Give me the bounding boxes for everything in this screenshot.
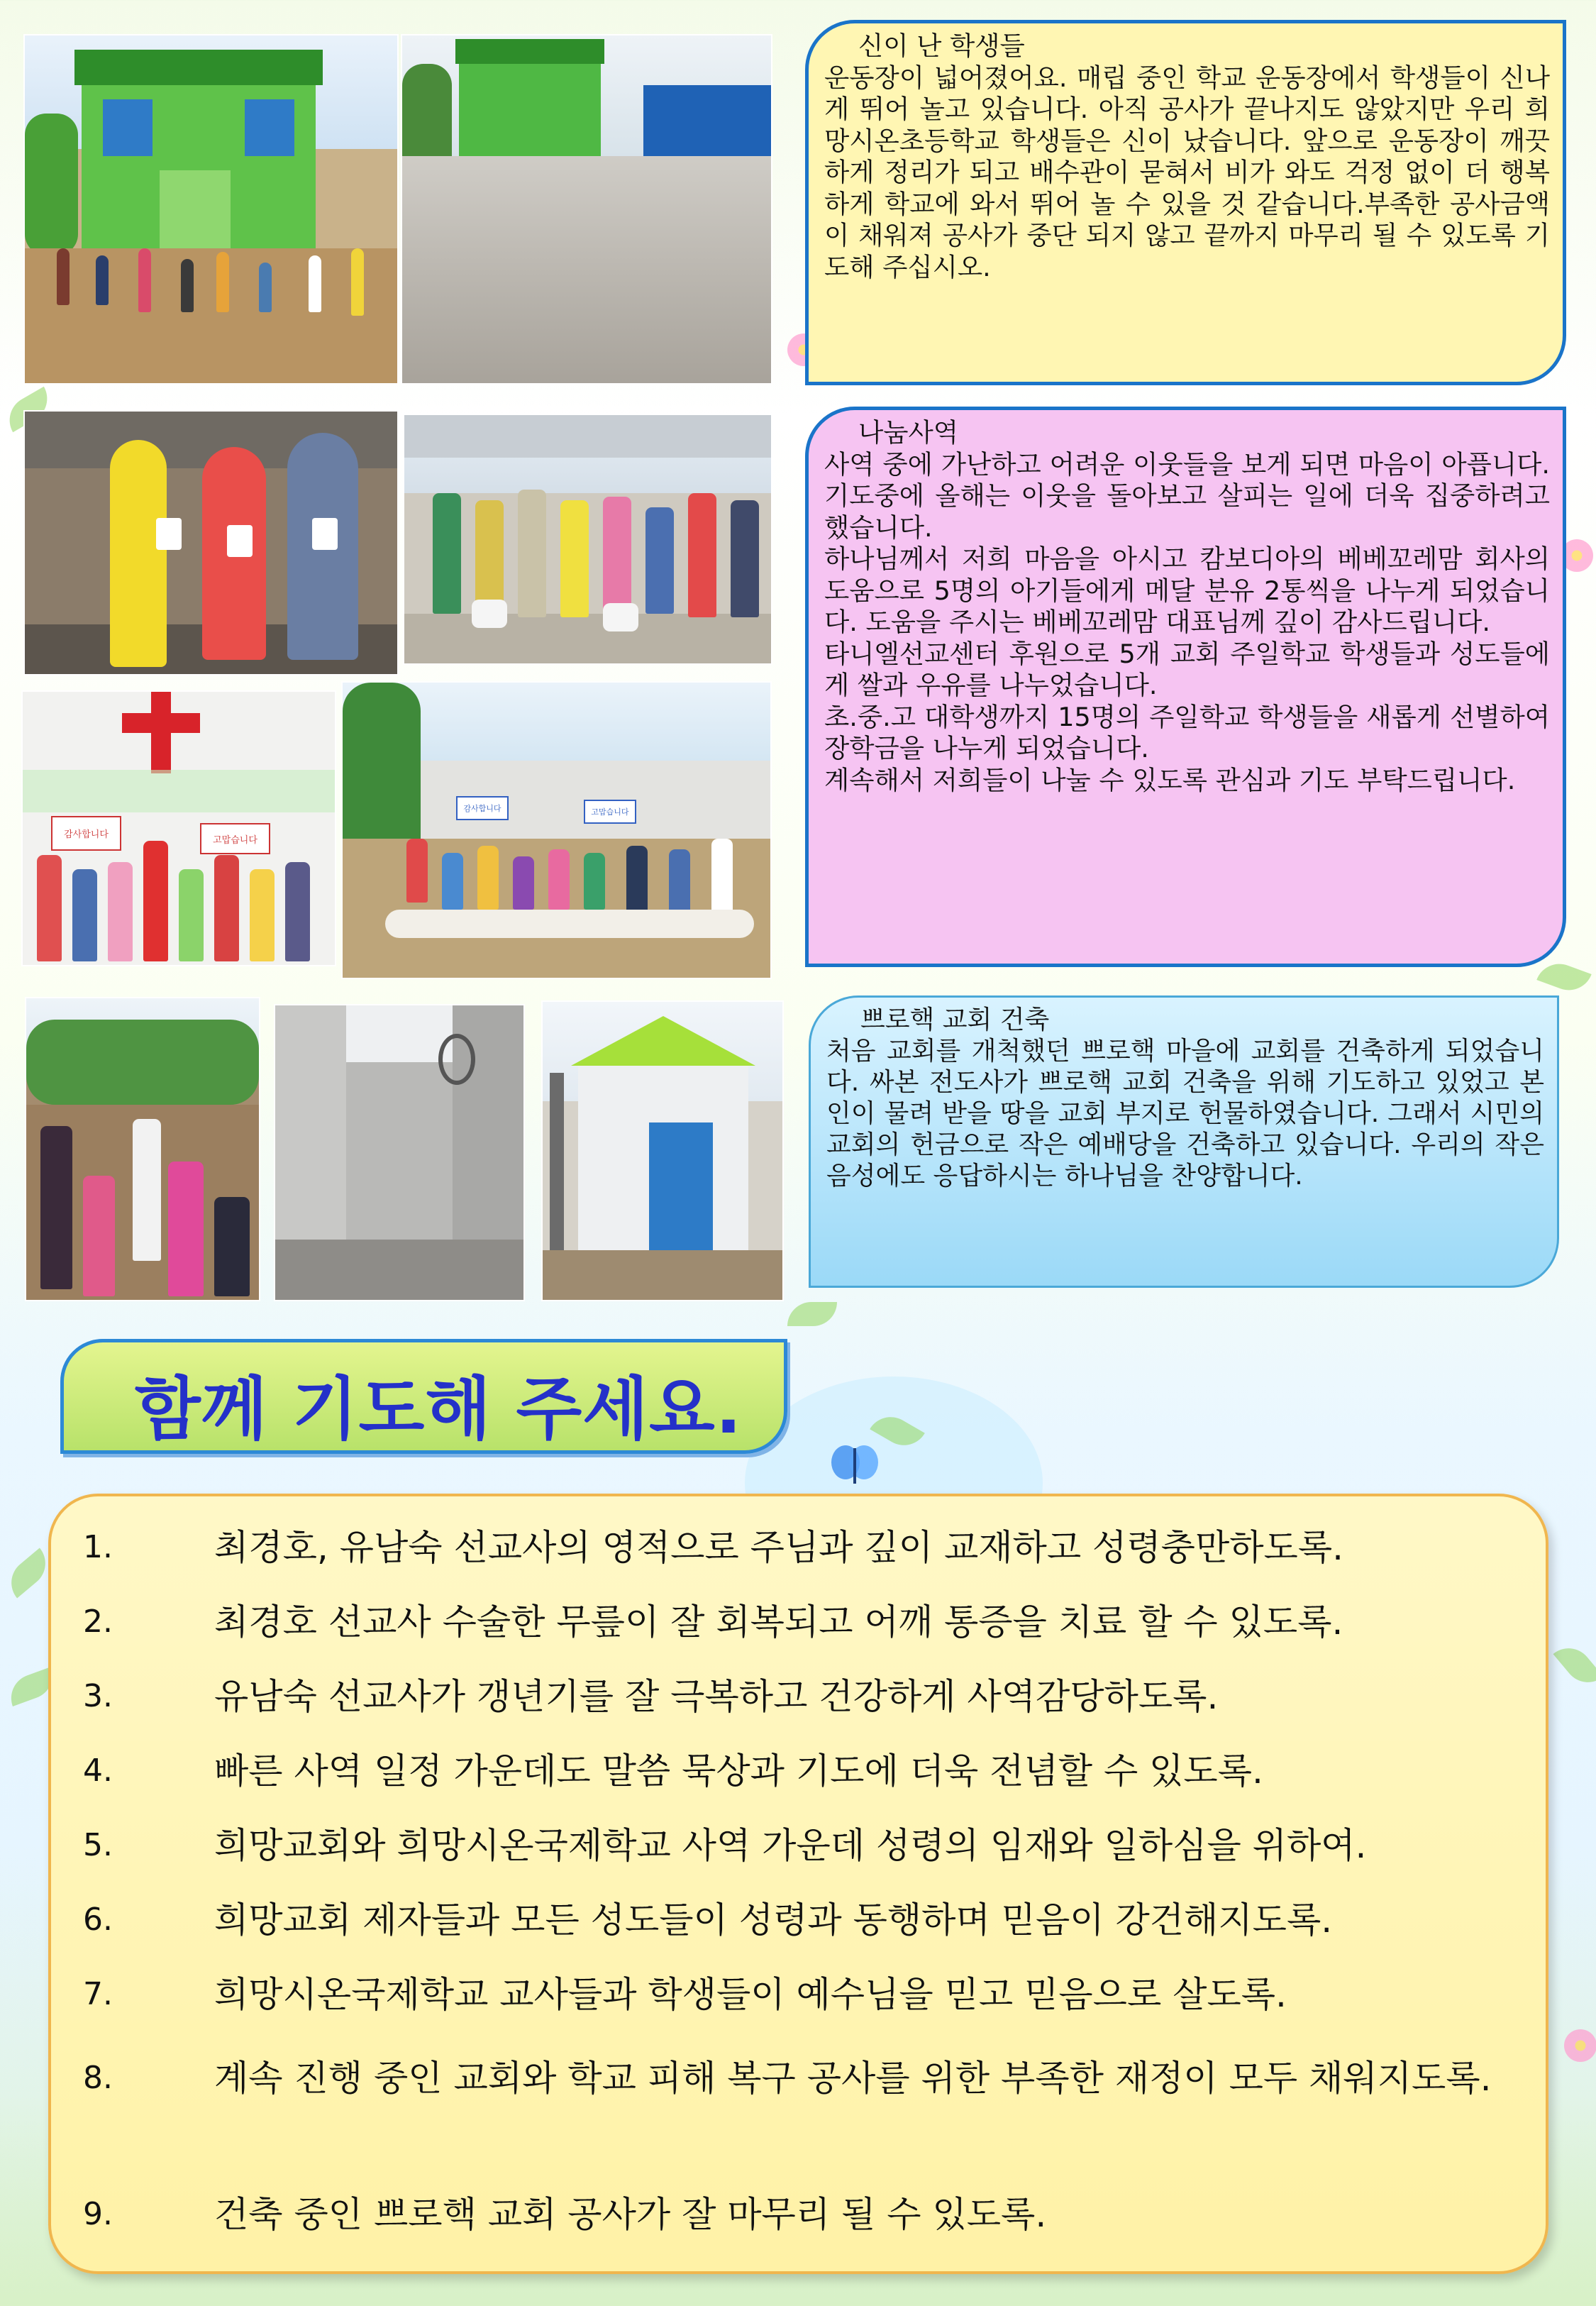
list-item: [83, 1596, 1517, 1648]
butterfly-icon: [830, 1444, 880, 1486]
students-excited-textbox: [805, 20, 1566, 385]
photo-children-rice-bags: [404, 415, 771, 663]
item-number: 6.: [83, 1902, 113, 1938]
list-item: [83, 1968, 1517, 2021]
item-text: 건축 중인 쁘로핵 교회 공사가 잘 마무리 될 수 있도록.: [214, 2194, 1047, 2235]
item-text: 희망시온국제학교 교사들과 학생들이 예수님을 믿고 믿음으로 살도록.: [214, 1974, 1287, 2015]
item-number: 2.: [83, 1604, 113, 1640]
item-text: 최경호 선교사 수술한 무릎이 잘 회복되고 어깨 통증을 치료 할 수 있도록.: [214, 1601, 1343, 1643]
sign-text: 감사합니다: [64, 829, 109, 840]
photo-school-building-students: [25, 35, 397, 383]
section-body: 운동장이 넓어졌어요. 매립 중인 학교 운동장에서 학생들이 신나게 뛰어 놀고 있습니다. 아직 공사가 끝나지도 않았지만 우리 희망시온초등학교 학생들은 신이 났습니다. 앞으로 운동장이 깨끗하게 정리가 되고 배수관이 묻혀서 비가 와도 걱정 없이 더 행복하게 학교에 와서 뛰어 놀 수 있을 것 같습니다.부족한 공사금액이 채워져 공사가 중단 되지 않고 끝까지 마무리 될 수 있도록 기도해 주십시오.: [824, 62, 1550, 282]
section-title: 나눔사역: [858, 417, 959, 448]
item-number: 5.: [83, 1827, 113, 1863]
photo-schoolyard-gravel: [402, 35, 771, 383]
item-number: 9.: [83, 2196, 113, 2232]
item-text: 희망교회 제자들과 모든 성도들이 성령과 동행하며 믿음이 강건해지도록.: [214, 1899, 1333, 1941]
section-body: 사역 중에 가난하고 어려운 이웃들을 보게 되면 마음이 아픕니다. 기도중에 올해는 이웃을 돌아보고 살피는 일에 더욱 집중하려고 했습니다. 하나님께서 저희 마음을 아시고 캄보디아의 베베꼬레맘 회사의 도움으로 5명의 아기들에게 메달 분유 2통씩을 나누게 되었습니다. 도움을 주시는 베베꼬레맘 대표님께 깊이 감사드립니다. 타니엘선교센터 후원으로 5개 교회 주일학교 학생들과 성도들에게 쌀과 우유를 나누었습니다. 초.중.고 대학생까지 15명의 주일학교 학생들을 새롭게 선별하여 장학금을 나누게 되었습니다. 계속해서 저희들이 나눌 수 있도록 관심과 기도 부탁드립니다.: [824, 448, 1550, 795]
item-number: 7.: [83, 1976, 113, 2012]
photo-church-sunday-school: [23, 692, 335, 965]
photo-new-church-exterior: [543, 1002, 782, 1300]
pray-together-banner: [60, 1339, 787, 1454]
photo-formula-donation: [25, 412, 397, 674]
page-heading: 함께 기도해 주세요.: [135, 1369, 743, 1449]
item-text: 유남숙 선교사가 갱년기를 잘 극복하고 건강하게 사역감당하도록.: [214, 1676, 1219, 1717]
sign-text: 감사합니다: [463, 804, 501, 813]
photo-church-interior-construction: [275, 1005, 523, 1300]
list-item: [83, 1894, 1517, 1946]
section-title: 신이 난 학생들: [858, 31, 1025, 61]
item-text: 희망교회와 희망시온국제학교 사역 가운데 성령의 임재와 일하심을 위하여.: [214, 1825, 1367, 1866]
item-number: 1.: [83, 1529, 113, 1565]
item-number: 4.: [83, 1753, 113, 1789]
list-item: [83, 2043, 1517, 2114]
list-item: [83, 1745, 1517, 1797]
item-number: 3.: [83, 1678, 113, 1714]
item-number: 8.: [83, 2060, 113, 2096]
list-item: [83, 1521, 1517, 1574]
prayer-list: [48, 1494, 1548, 2274]
sign-text: 고맙습니다: [591, 807, 629, 817]
section-body: 처음 교회를 개척했던 쁘로핵 마을에 교회를 건축하게 되었습니다. 싸본 전도사가 쁘로핵 교회 건축을 위해 기도하고 있었고 본인이 물려 받을 땅을 교회 부지로 헌물하였습니다. 그래서 시민의 교회의 헌금으로 작은 예배당을 건축하고 있습니다. 우리의 작은 음성에도 응답하시는 하나님을 찬양합니다.: [826, 1037, 1544, 1191]
list-item: [83, 1819, 1517, 1872]
item-text: 계속 진행 중인 교회와 학교 피해 복구 공사를 위한 부족한 재정이 모두 채워지도록.: [214, 2058, 1492, 2099]
photo-outdoor-rice-distribution: [343, 683, 770, 978]
sharing-ministry-textbox: [805, 407, 1566, 967]
sign-text: 고맙습니다: [213, 835, 257, 846]
church-construction-textbox: [809, 995, 1559, 1288]
list-item: [83, 1670, 1517, 1723]
item-text: 최경호, 유남숙 선교사의 영적으로 주님과 깊이 교재하고 성령충만하도록.: [214, 1527, 1344, 1568]
list-item: [83, 2188, 1517, 2241]
item-text: 빠른 사역 일정 가운데도 말씀 묵상과 기도에 더욱 전념할 수 있도록.: [214, 1750, 1263, 1792]
photo-groundbreaking-prayer: [26, 998, 259, 1300]
section-title: 쁘로핵 교회 건축: [860, 1005, 1050, 1035]
